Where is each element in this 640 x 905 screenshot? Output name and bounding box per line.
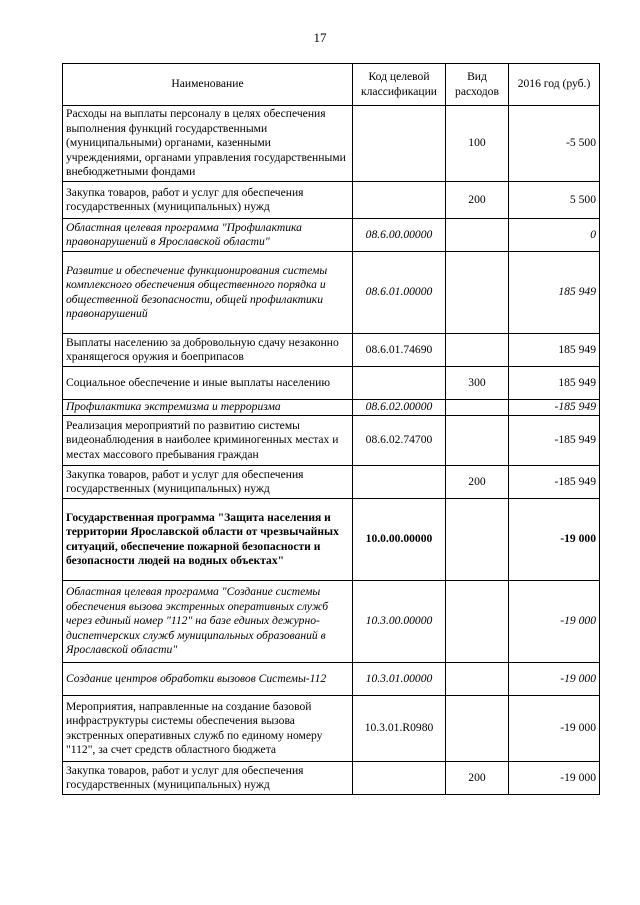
table-row [63, 499, 600, 581]
row-code: 10.3.00.00000 [353, 581, 446, 663]
row-name: Выплаты населению за добровольную сдачу незаконно хранящегося оружия и боеприпасов [63, 334, 353, 367]
row-name: Расходы на выплаты персоналу в целях обеспечения выполнения функций государственными (муниципальными) органами, казенными учреждениями, органами управления государственными внебюджетными фондами [63, 106, 353, 182]
row-name: Государственная программа "Защита населения и территории Ярославской области от чрезвычайных ситуаций, обеспечение пожарной безопасности и безопасности людей на водных объектах" [63, 499, 353, 581]
row-type: 200 [446, 762, 509, 795]
row-amount: -19 000 [509, 581, 600, 663]
row-code [353, 466, 446, 499]
table-row [63, 696, 600, 762]
row-amount: -19 000 [509, 663, 600, 696]
row-name: Мероприятия, направленные на создание базовой инфраструктуры системы обеспечения вызова экстренных оперативных служб по единому номеру "112", за счет средств областного бюджета [63, 696, 353, 762]
row-amount: 185 949 [509, 367, 600, 400]
header-amount: 2016 год (руб.) [509, 64, 600, 106]
row-code [353, 106, 446, 182]
row-type [446, 499, 509, 581]
row-name: Закупка товаров, работ и услуг для обеспечения государственных (муниципальных) нужд [63, 182, 353, 219]
row-amount: -185 949 [509, 400, 600, 416]
row-name: Закупка товаров, работ и услуг для обеспечения государственных (муниципальных) нужд [63, 466, 353, 499]
row-amount: 185 949 [509, 252, 600, 334]
table-row [63, 663, 600, 696]
row-name: Закупка товаров, работ и услуг для обеспечения государственных (муниципальных) нужд [63, 762, 353, 795]
row-amount: 5 500 [509, 182, 600, 219]
row-type [446, 219, 509, 252]
table-row [63, 762, 600, 795]
table-row [63, 219, 600, 252]
table-header-row [63, 64, 600, 106]
row-type [446, 581, 509, 663]
row-type [446, 400, 509, 416]
row-code: 10.3.01.00000 [353, 663, 446, 696]
header-code: Код целевой классификации [353, 64, 446, 106]
table-row [63, 400, 600, 416]
row-name: Реализация мероприятий по развитию системы видеонаблюдения в наиболее криминогенных местах и местах массового пребывания граждан [63, 416, 353, 466]
row-amount: -19 000 [509, 762, 600, 795]
row-code [353, 367, 446, 400]
table-row [63, 466, 600, 499]
row-amount: 0 [509, 219, 600, 252]
row-type: 300 [446, 367, 509, 400]
row-name: Областная целевая программа "Профилактика правонарушений в Ярославской области" [63, 219, 353, 252]
table-row [63, 581, 600, 663]
row-type [446, 252, 509, 334]
row-name: Профилактика экстремизма и терроризма [63, 400, 353, 416]
row-type: 200 [446, 466, 509, 499]
row-code: 10.0.00.00000 [353, 499, 446, 581]
row-amount: -185 949 [509, 416, 600, 466]
row-code: 08.6.00.00000 [353, 219, 446, 252]
row-code: 10.3.01.R0980 [353, 696, 446, 762]
row-name: Социальное обеспечение и иные выплаты населению [63, 367, 353, 400]
row-amount: -185 949 [509, 466, 600, 499]
row-type: 200 [446, 182, 509, 219]
table-row [63, 334, 600, 367]
table-row [63, 367, 600, 400]
row-name: Развитие и обеспечение функционирования системы комплексного обеспечения общественного порядка и общественной безопасности, общей профилактики правонарушений [63, 252, 353, 334]
row-amount: -5 500 [509, 106, 600, 182]
row-type: 100 [446, 106, 509, 182]
row-code [353, 762, 446, 795]
header-name: Наименование [63, 64, 353, 106]
budget-table [62, 63, 600, 795]
row-code: 08.6.01.74690 [353, 334, 446, 367]
row-code [353, 182, 446, 219]
row-amount: -19 000 [509, 696, 600, 762]
row-type [446, 416, 509, 466]
table-row [63, 182, 600, 219]
row-code: 08.6.02.00000 [353, 400, 446, 416]
table-row [63, 252, 600, 334]
row-amount: 185 949 [509, 334, 600, 367]
row-type [446, 334, 509, 367]
table-row [63, 416, 600, 466]
header-type: Вид расходов [446, 64, 509, 106]
row-code: 08.6.02.74700 [353, 416, 446, 466]
row-name: Создание центров обработки вызовов Системы-112 [63, 663, 353, 696]
table-row [63, 106, 600, 182]
page-number: 17 [313, 30, 327, 45]
row-amount: -19 000 [509, 499, 600, 581]
row-type [446, 663, 509, 696]
row-code: 08.6.01.00000 [353, 252, 446, 334]
row-name: Областная целевая программа "Создание системы обеспечения вызова экстренных оперативных служб через единый номер "112" на базе единых дежурно-диспетчерских служб муниципальных образований в Ярославской области" [63, 581, 353, 663]
row-type [446, 696, 509, 762]
